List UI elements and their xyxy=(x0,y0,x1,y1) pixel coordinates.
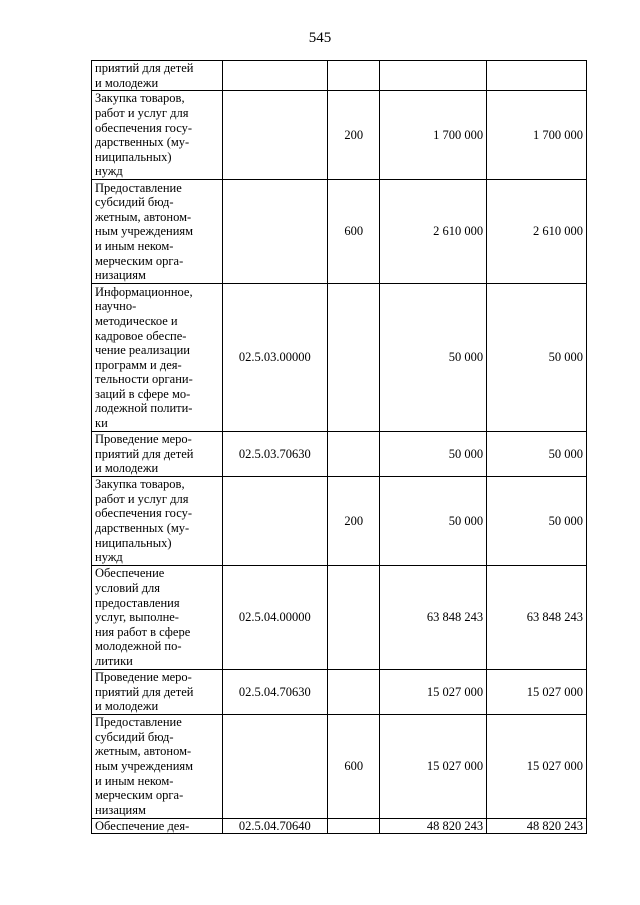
row-sum-2-cell: 1 700 000 xyxy=(487,91,587,180)
row-sum-1-cell: 63 848 243 xyxy=(380,565,487,669)
row-sum-2-cell: 63 848 243 xyxy=(487,565,587,669)
row-sum-1-cell: 15 027 000 xyxy=(380,714,487,818)
table-row xyxy=(92,91,587,180)
table-row xyxy=(92,432,587,477)
row-sum-2-cell: 50 000 xyxy=(487,284,587,432)
row-name: Обеспечение дея- xyxy=(95,818,190,833)
row-code-cell: 02.5.04.70640 xyxy=(222,818,328,834)
row-code-cell xyxy=(222,714,328,818)
row-code-cell xyxy=(222,476,328,565)
table-row xyxy=(92,61,587,91)
row-name: Предоставление субсидий бюд- жетным, автоном- ным учреждениям и иным неком- мерческим орга- низациям xyxy=(95,180,194,283)
table-row xyxy=(92,180,587,284)
row-sum-1-cell: 15 027 000 xyxy=(380,669,487,714)
row-expense-type-cell xyxy=(328,284,380,432)
table-row xyxy=(92,565,587,669)
row-code-cell xyxy=(222,61,328,91)
table-row xyxy=(92,476,587,565)
row-sum-1-cell: 50 000 xyxy=(380,476,487,565)
row-sum-2-cell xyxy=(487,61,587,91)
row-name-cell xyxy=(92,669,223,714)
row-sum-1-cell: 1 700 000 xyxy=(380,91,487,180)
row-expense-type-cell: 200 xyxy=(328,476,380,565)
row-code-cell xyxy=(222,180,328,284)
row-code-cell xyxy=(222,91,328,180)
row-expense-type-cell xyxy=(328,61,380,91)
table-row xyxy=(92,818,587,834)
row-sum-2-cell: 15 027 000 xyxy=(487,669,587,714)
page-number: 545 xyxy=(308,30,332,46)
row-name-cell xyxy=(92,284,223,432)
row-sum-2-cell: 2 610 000 xyxy=(487,180,587,284)
row-name: Обеспечение условий для предоставления услуг, выполне- ния работ в сфере молодежной по- литики xyxy=(95,566,191,668)
row-sum-1-cell: 50 000 xyxy=(380,284,487,432)
row-sum-1-cell: 2 610 000 xyxy=(380,180,487,284)
row-name-cell xyxy=(92,476,223,565)
row-name: Проведение меро- приятий для детей и молодежи xyxy=(95,432,194,476)
row-name: приятий для детей и молодежи xyxy=(95,61,194,90)
row-sum-2-cell: 50 000 xyxy=(487,432,587,477)
row-code-cell: 02.5.04.00000 xyxy=(222,565,328,669)
row-code-cell: 02.5.03.70630 xyxy=(222,432,328,477)
table-row xyxy=(92,669,587,714)
row-sum-1-cell: 48 820 243 xyxy=(380,818,487,834)
row-name-cell xyxy=(92,91,223,180)
budget-table xyxy=(91,60,587,834)
row-name: Проведение меро- приятий для детей и молодежи xyxy=(95,669,194,714)
row-sum-2-cell: 15 027 000 xyxy=(487,714,587,818)
row-expense-type-cell: 200 xyxy=(328,91,380,180)
row-name: Предоставление субсидий бюд- жетным, автоном- ным учреждениям и иным неком- мерческим орга- низациям xyxy=(95,715,194,817)
table-row xyxy=(92,714,587,818)
row-name-cell xyxy=(92,61,223,91)
row-expense-type-cell xyxy=(328,432,380,477)
row-name-cell xyxy=(92,714,223,818)
row-name: Закупка товаров, работ и услуг для обеспечения госу- дарственных (му- ниципальных) нужд xyxy=(95,91,193,179)
row-name: Информационное, научно- методическое и кадровое обеспе- чение реализации программ и дея- тельности органи- заций в сфере мо- лодежной полити- ки xyxy=(95,284,193,431)
row-code-cell: 02.5.03.00000 xyxy=(222,284,328,432)
row-expense-type-cell: 600 xyxy=(328,180,380,284)
row-expense-type-cell xyxy=(328,818,380,834)
row-name: Закупка товаров, работ и услуг для обеспечения госу- дарственных (му- ниципальных) нужд xyxy=(95,477,193,565)
row-sum-1-cell: 50 000 xyxy=(380,432,487,477)
row-name-cell xyxy=(92,432,223,477)
row-expense-type-cell: 600 xyxy=(328,714,380,818)
row-sum-1-cell xyxy=(380,61,487,91)
row-code-cell: 02.5.04.70630 xyxy=(222,669,328,714)
row-name-cell xyxy=(92,180,223,284)
budget-table-body xyxy=(92,61,587,834)
row-sum-2-cell: 50 000 xyxy=(487,476,587,565)
row-name-cell xyxy=(92,818,223,834)
row-expense-type-cell xyxy=(328,669,380,714)
row-name-cell xyxy=(92,565,223,669)
row-sum-2-cell: 48 820 243 xyxy=(487,818,587,834)
table-row xyxy=(92,284,587,432)
row-expense-type-cell xyxy=(328,565,380,669)
